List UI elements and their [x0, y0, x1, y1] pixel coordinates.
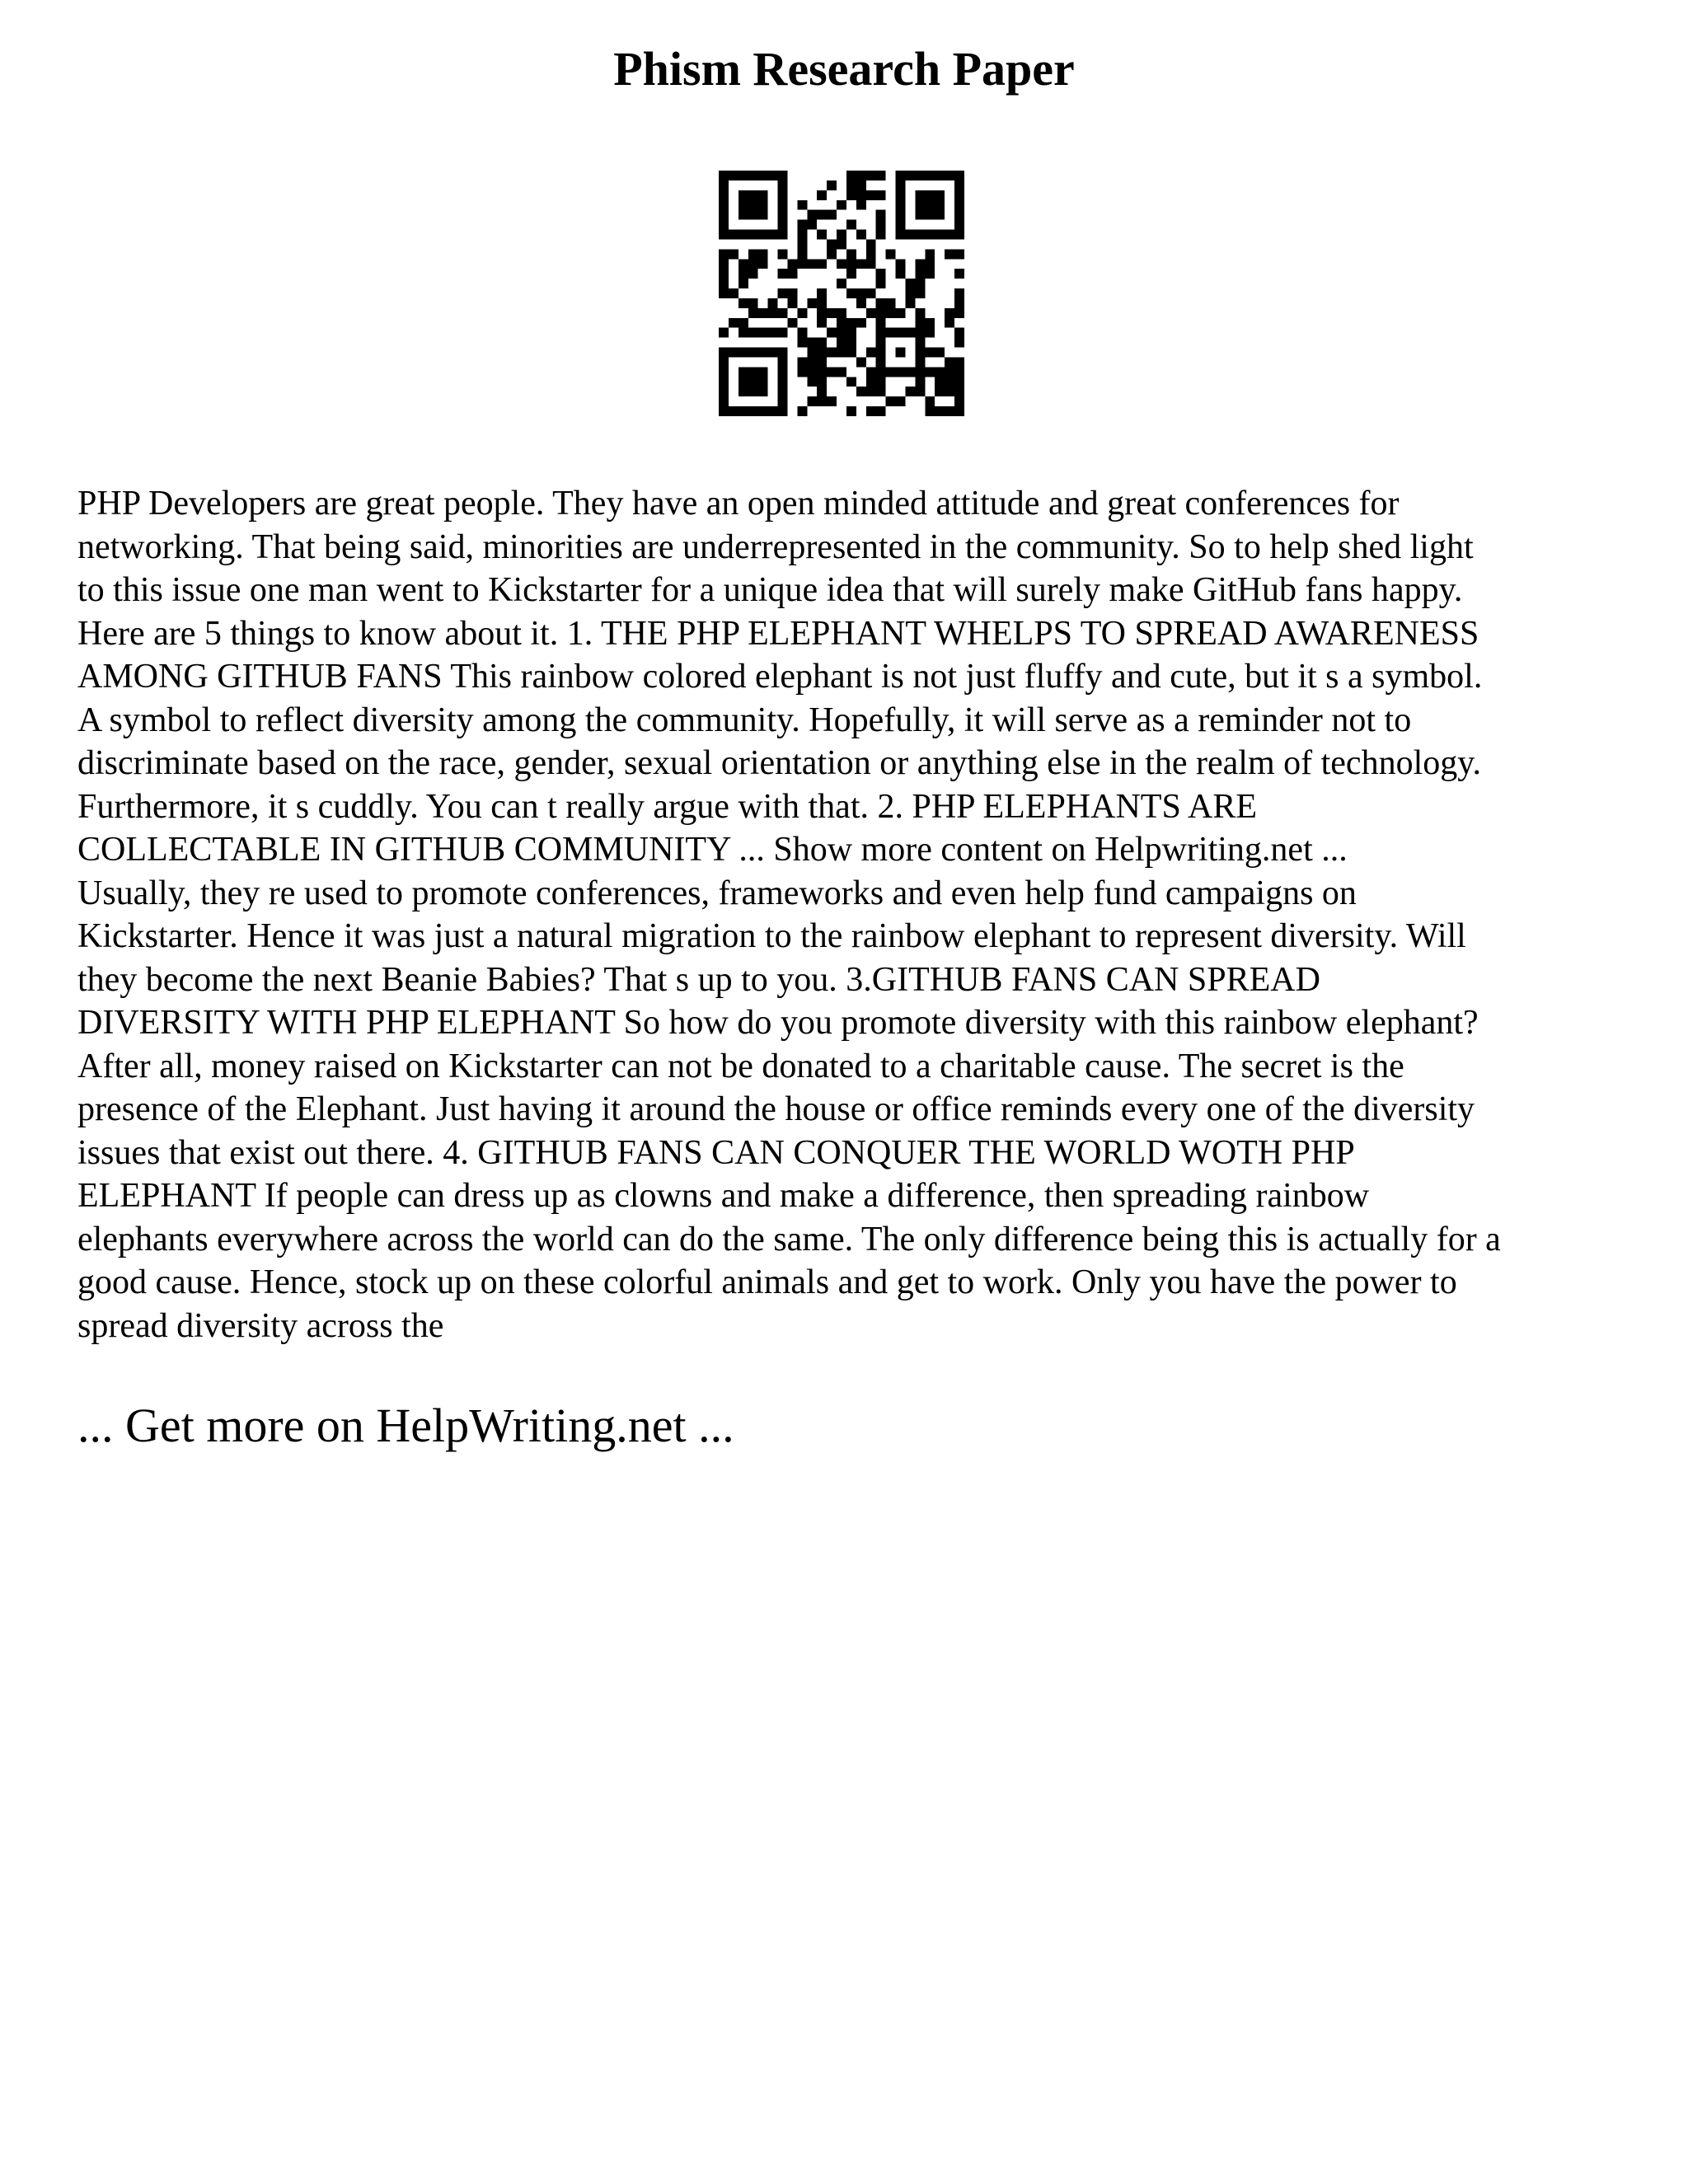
body-line: Usually, they re used to promote conferences, frameworks and even help fund campaigns on: [77, 874, 1357, 912]
body-line: After all, money raised on Kickstarter can not be donated to a charitable cause. The secret is the: [77, 1047, 1404, 1085]
body-line: PHP Developers are great people. They have an open minded attitude and great conferences for: [77, 485, 1400, 523]
body-line: Here are 5 things to know about it. 1. THE PHP ELEPHANT WHELPS TO SPREAD AWARENESS: [77, 614, 1479, 653]
body-line: elephants everywhere across the world can do the same. The only difference being this is actually for a: [77, 1220, 1501, 1258]
qr-code-icon: [719, 171, 964, 416]
body-line: DIVERSITY WITH PHP ELEPHANT So how do you promote diversity with this rainbow elephant?: [77, 1004, 1479, 1042]
body-line: Kickstarter. Hence it was just a natural migration to the rainbow elephant to represent diversity. Will: [77, 917, 1466, 955]
body-line: good cause. Hence, stock up on these colorful animals and get to work. Only you have the power to: [77, 1263, 1457, 1301]
body-line: COLLECTABLE IN GITHUB COMMUNITY ... Show more content on Helpwriting.net ...: [77, 831, 1348, 869]
page-title: Phism Research Paper: [613, 42, 1075, 96]
body-line: AMONG GITHUB FANS This rainbow colored elephant is not just fluffy and cute, but it s a symbol.: [77, 658, 1483, 696]
body-line: spread diversity across the: [77, 1306, 444, 1345]
get-more-link[interactable]: ... Get more on HelpWriting.net ...: [77, 1399, 734, 1452]
body-line: Furthermore, it s cuddly. You can t really argue with that. 2. PHP ELEPHANTS ARE: [77, 787, 1257, 826]
body-line: A symbol to reflect diversity among the community. Hopefully, it will serve as a reminder not to: [77, 701, 1412, 739]
qr-code-graphic: [719, 171, 964, 416]
body-line: to this issue one man went to Kickstarter for a unique idea that will surely make GitHub fans happy.: [77, 571, 1463, 609]
body-line: ELEPHANT If people can dress up as clowns and make a difference, then spreading rainbow: [77, 1177, 1370, 1215]
body-line: they become the next Beanie Babies? That s up to you. 3.GITHUB FANS CAN SPREAD: [77, 960, 1320, 999]
body-text: [77, 482, 1627, 1347]
body-line: networking. That being said, minorities are underrepresented in the community. So to help shed light: [77, 527, 1474, 566]
body-line: discriminate based on the race, gender, sexual orientation or anything else in the realm of technology.: [77, 744, 1482, 782]
body-line: issues that exist out there. 4. GITHUB FANS CAN CONQUER THE WORLD WOTH PHP: [77, 1133, 1355, 1172]
body-line: presence of the Elephant. Just having it around the house or office reminds every one of the diversity: [77, 1090, 1475, 1128]
